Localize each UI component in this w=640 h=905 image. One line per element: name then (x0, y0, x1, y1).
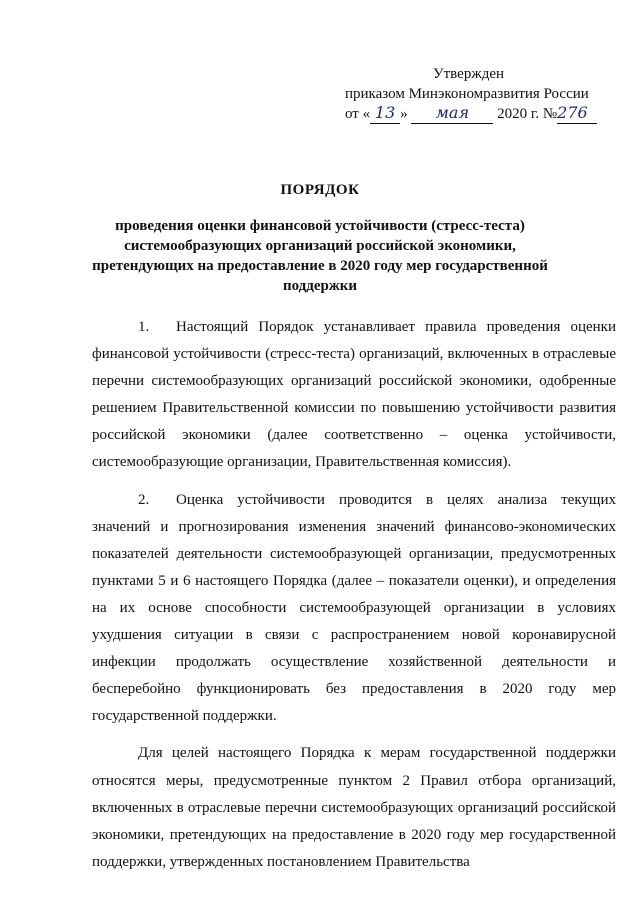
paragraph-number: 1. (138, 319, 150, 335)
approval-block (345, 64, 615, 126)
date-day-field (370, 104, 400, 124)
document-subtitle: проведения оценки финансовой устойчивости (стресс-теста) системообразующих организаций российской экономики, претендующих на предоставление в 2020 году мер государственной поддержки (92, 218, 548, 294)
date-quote-close: » (400, 106, 408, 122)
document-body (92, 314, 616, 886)
date-prefix: от « (345, 106, 371, 122)
order-number-field (557, 104, 597, 124)
handwritten-day: 13 (374, 103, 396, 122)
paragraph-text: Для целей настоящего Порядка к мерам государственной поддержки относятся меры, предусмотренные пунктом 2 Правил отбора организаций, включенных в отраслевые перечни системообразующих организаций российской экономики, претендующих на предоставление в 2020 году мер государственной поддержки, утвержденных постановлением Правительства (92, 745, 616, 870)
handwritten-month: мая (435, 103, 470, 122)
paragraph-2 (92, 487, 616, 731)
document-title: ПОРЯДОК (280, 182, 360, 198)
approval-date-line (345, 104, 615, 126)
date-month-field (411, 104, 493, 124)
handwritten-order-number: 276 (557, 103, 588, 122)
date-year-text: 2020 г. № (497, 106, 558, 122)
paragraph-text: Оценка устойчивости проводится в целях анализа текущих значений и прогнозирования изменения значений финансово-экономических показателей деятельности системообразующей организации, предусмотренных пунктами 5 и 6 настоящего Порядка (далее – показатели оценки), и определения на их основе способности системообразующей организации в условиях ухудшения ситуации в связи с распространением новой коронавирусной инфекции продолжать осуществление хозяйственной деятельности и бесперебойно функционировать без предоставления в 2020 году мер государственной поддержки. (92, 491, 616, 725)
paragraph-1 (92, 314, 616, 477)
paragraph-text: Настоящий Порядок устанавливает правила проведения оценки финансовой устойчивости (стресс-теста) организаций, включенных в отраслевые перечни системообразующих организаций российской экономики, одобренные решением Правительственной комиссии по повышению устойчивости развития российской экономики (далее соответственно – оценка устойчивости, системообразующие организации, Правительственная комиссия). (92, 319, 616, 471)
paragraph-number: 2. (138, 491, 150, 508)
approval-order-line: приказом Минэкономразвития России (345, 86, 589, 102)
approval-title: Утвержден (433, 66, 505, 82)
paragraph-3 (92, 740, 616, 875)
